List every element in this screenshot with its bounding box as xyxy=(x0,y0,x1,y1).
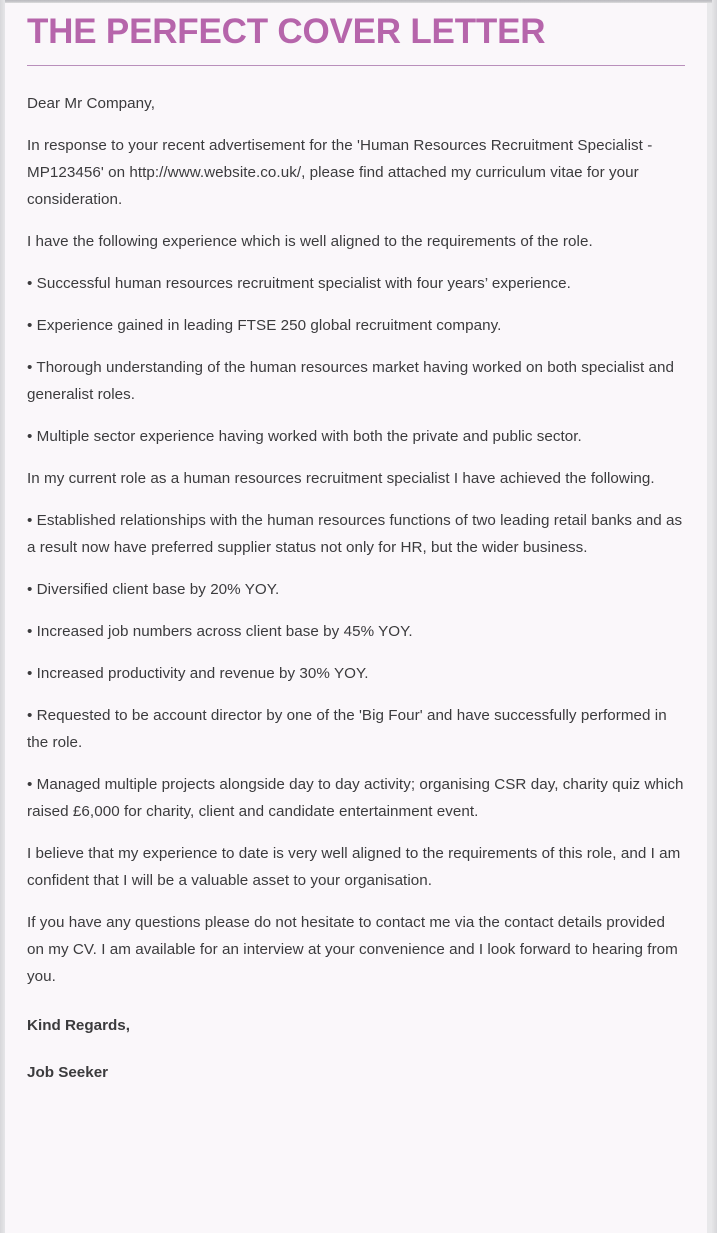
salutation: Dear Mr Company, xyxy=(27,95,155,112)
bullet-item: • Experience gained in leading FTSE 250 global recruitment company. xyxy=(27,317,502,334)
bullet-item: • Multiple sector experience having worked with both the private and public sector. xyxy=(27,428,582,445)
paragraph: In my current role as a human resources recruitment specialist I have achieved the following. xyxy=(27,470,655,487)
bullet-item: • Requested to be account director by one of the 'Big Four' and have successfully performed in the role. xyxy=(27,707,667,751)
bullet-item: • Successful human resources recruitment specialist with four years’ experience. xyxy=(27,275,571,292)
page-title: THE PERFECT COVER LETTER xyxy=(27,12,546,51)
bullet-item: • Managed multiple projects alongside day to day activity; organising CSR day, charity quiz which raised £6,000 for charity, client and candidate entertainment event. xyxy=(27,776,684,820)
bullet-item: • Established relationships with the human resources functions of two leading retail banks and as a result now have preferred supplier status not only for HR, but the wider business. xyxy=(27,512,683,556)
cover-letter-page xyxy=(5,3,707,1233)
bullet-item: • Increased productivity and revenue by 30% YOY. xyxy=(27,665,369,682)
bullet-item: • Diversified client base by 20% YOY. xyxy=(27,581,280,598)
paragraph: In response to your recent advertisement for the 'Human Resources Recruitment Specialist - MP123456' on http://www.website.co.uk/, please find attached my curriculum vitae for your consideration. xyxy=(27,137,653,208)
bullet-item: • Thorough understanding of the human resources market having worked on both specialist and generalist roles. xyxy=(27,359,675,403)
bullet-item: • Increased job numbers across client base by 45% YOY. xyxy=(27,623,413,640)
viewport-edge-right xyxy=(712,0,717,1233)
signature-name: Job Seeker xyxy=(27,1064,109,1081)
paragraph: I believe that my experience to date is very well aligned to the requirements of this role, and I am confident that I will be a valuable asset to your organisation. xyxy=(27,845,681,889)
letter-body xyxy=(27,66,685,1086)
signoff: Kind Regards, xyxy=(27,1017,130,1034)
paragraph: If you have any questions please do not hesitate to contact me via the contact details provided on my CV. I am available for an interview at your convenience and I look forward to hearing from you. xyxy=(27,914,678,985)
paragraph: I have the following experience which is well aligned to the requirements of the role. xyxy=(27,233,593,250)
